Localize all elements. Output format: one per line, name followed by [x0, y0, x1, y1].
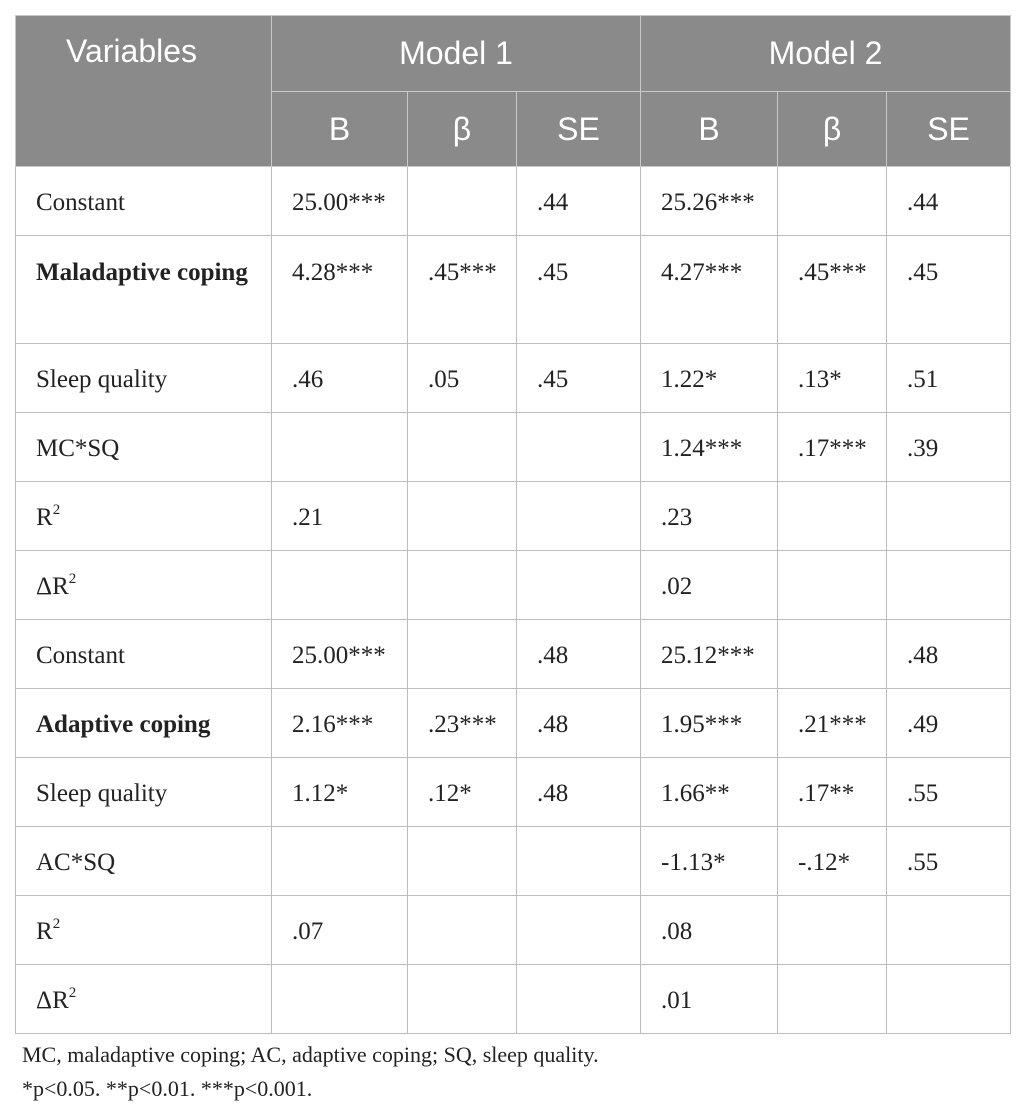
table-cell: [272, 827, 408, 896]
table-cell: .48: [517, 758, 641, 827]
table-cell: [887, 482, 1011, 551]
table-row: [16, 896, 1011, 965]
row-label-text: Sleep quality: [36, 780, 168, 807]
row-label: [16, 551, 272, 620]
table-cell: [778, 965, 887, 1034]
table-cell: .17***: [778, 413, 887, 482]
table-cell: .51: [887, 344, 1011, 413]
table-cell: 25.00***: [272, 167, 408, 236]
row-label: [16, 413, 272, 482]
table-cell: .17**: [778, 758, 887, 827]
table-cell: [408, 413, 517, 482]
table-cell: .44: [517, 167, 641, 236]
header-variables: Variables: [16, 16, 272, 167]
table-cell: 2.16***: [272, 689, 408, 758]
table-cell: [272, 413, 408, 482]
table-cell: .45: [887, 236, 1011, 344]
regression-table-container: [15, 15, 1010, 1034]
table-body: [16, 167, 1011, 1034]
table-cell: .48: [887, 620, 1011, 689]
row-label-text: ΔR: [36, 573, 69, 600]
table-cell: [778, 620, 887, 689]
table-cell: .45: [517, 344, 641, 413]
table-cell: .55: [887, 827, 1011, 896]
table-row: [16, 167, 1011, 236]
header-model-2: Model 2: [641, 16, 1011, 92]
table-cell: [408, 965, 517, 1034]
table-cell: .45***: [778, 236, 887, 344]
table-cell: .23: [641, 482, 778, 551]
row-label-text: Constant: [36, 642, 125, 669]
superscript: 2: [52, 916, 61, 932]
header-m2-beta: β: [778, 92, 887, 167]
table-cell: [778, 482, 887, 551]
table-cell: [408, 620, 517, 689]
table-cell: [517, 827, 641, 896]
table-row: [16, 413, 1011, 482]
row-label-text: ΔR: [36, 987, 69, 1014]
table-cell: [778, 551, 887, 620]
table-row: [16, 620, 1011, 689]
table-cell: [778, 167, 887, 236]
table-row: [16, 344, 1011, 413]
table-cell: [517, 896, 641, 965]
table-cell: .44: [887, 167, 1011, 236]
row-label-text: AC*SQ: [36, 849, 116, 876]
table-row: [16, 236, 1011, 344]
table-cell: [517, 482, 641, 551]
footnote-abbreviations: MC, maladaptive coping; AC, adaptive coping; SQ, sleep quality.: [22, 1042, 599, 1067]
header-m1-se: SE: [517, 92, 641, 167]
table-row: [16, 689, 1011, 758]
row-label: [16, 896, 272, 965]
row-label: [16, 482, 272, 551]
table-cell: .21: [272, 482, 408, 551]
row-label-text: Constant: [36, 189, 125, 216]
superscript: 2: [52, 502, 61, 518]
row-label-text: R: [36, 918, 53, 945]
table-cell: 25.12***: [641, 620, 778, 689]
table-cell: .08: [641, 896, 778, 965]
table-cell: [517, 965, 641, 1034]
row-label-text: MC*SQ: [36, 435, 120, 462]
table-cell: .55: [887, 758, 1011, 827]
table-row: [16, 965, 1011, 1034]
table-cell: [887, 965, 1011, 1034]
row-label: [16, 965, 272, 1034]
table-cell: 25.00***: [272, 620, 408, 689]
row-label-text: Adaptive coping: [36, 711, 211, 738]
table-cell: [272, 551, 408, 620]
table-cell: 25.26***: [641, 167, 778, 236]
table-row: [16, 827, 1011, 896]
table-cell: [408, 167, 517, 236]
table-cell: .45***: [408, 236, 517, 344]
row-label: [16, 758, 272, 827]
table-cell: .12*: [408, 758, 517, 827]
table-cell: .05: [408, 344, 517, 413]
table-cell: [272, 965, 408, 1034]
row-label: [16, 344, 272, 413]
table-cell: 1.22*: [641, 344, 778, 413]
table-cell: .23***: [408, 689, 517, 758]
superscript: 2: [68, 571, 77, 587]
table-cell: [408, 827, 517, 896]
table-cell: 4.28***: [272, 236, 408, 344]
row-label: [16, 236, 272, 344]
table-cell: [408, 551, 517, 620]
row-label-text: Maladaptive coping: [36, 259, 248, 286]
table-cell: .02: [641, 551, 778, 620]
header-m2-b: B: [641, 92, 778, 167]
table-cell: [517, 413, 641, 482]
table-cell: .07: [272, 896, 408, 965]
header-m1-b: B: [272, 92, 408, 167]
table-cell: 4.27***: [641, 236, 778, 344]
table-cell: -1.13*: [641, 827, 778, 896]
table-cell: .46: [272, 344, 408, 413]
row-label: [16, 620, 272, 689]
table-cell: [887, 551, 1011, 620]
table-cell: 1.24***: [641, 413, 778, 482]
header-m2-se: SE: [887, 92, 1011, 167]
row-label: [16, 827, 272, 896]
table-cell: 1.95***: [641, 689, 778, 758]
row-label-text: R: [36, 504, 53, 531]
table-cell: .13*: [778, 344, 887, 413]
table-cell: .48: [517, 620, 641, 689]
table-cell: [778, 896, 887, 965]
table-cell: [408, 482, 517, 551]
table-cell: 1.12*: [272, 758, 408, 827]
table-cell: .48: [517, 689, 641, 758]
table-cell: [517, 551, 641, 620]
row-label-text: Sleep quality: [36, 366, 168, 393]
regression-table: [15, 15, 1011, 1034]
table-cell: .49: [887, 689, 1011, 758]
table-cell: .01: [641, 965, 778, 1034]
table-row: [16, 551, 1011, 620]
table-cell: [887, 896, 1011, 965]
table-cell: [408, 896, 517, 965]
table-cell: .39: [887, 413, 1011, 482]
table-cell: 1.66**: [641, 758, 778, 827]
table-cell: -.12*: [778, 827, 887, 896]
table-row: [16, 482, 1011, 551]
row-label: [16, 689, 272, 758]
table-row: [16, 758, 1011, 827]
header-m1-beta: β: [408, 92, 517, 167]
row-label: [16, 167, 272, 236]
footnote-significance: *p<0.05. **p<0.01. ***p<0.001.: [22, 1076, 313, 1101]
table-cell: .21***: [778, 689, 887, 758]
header-model-1: Model 1: [272, 16, 641, 92]
table-cell: .45: [517, 236, 641, 344]
superscript: 2: [68, 985, 77, 1001]
